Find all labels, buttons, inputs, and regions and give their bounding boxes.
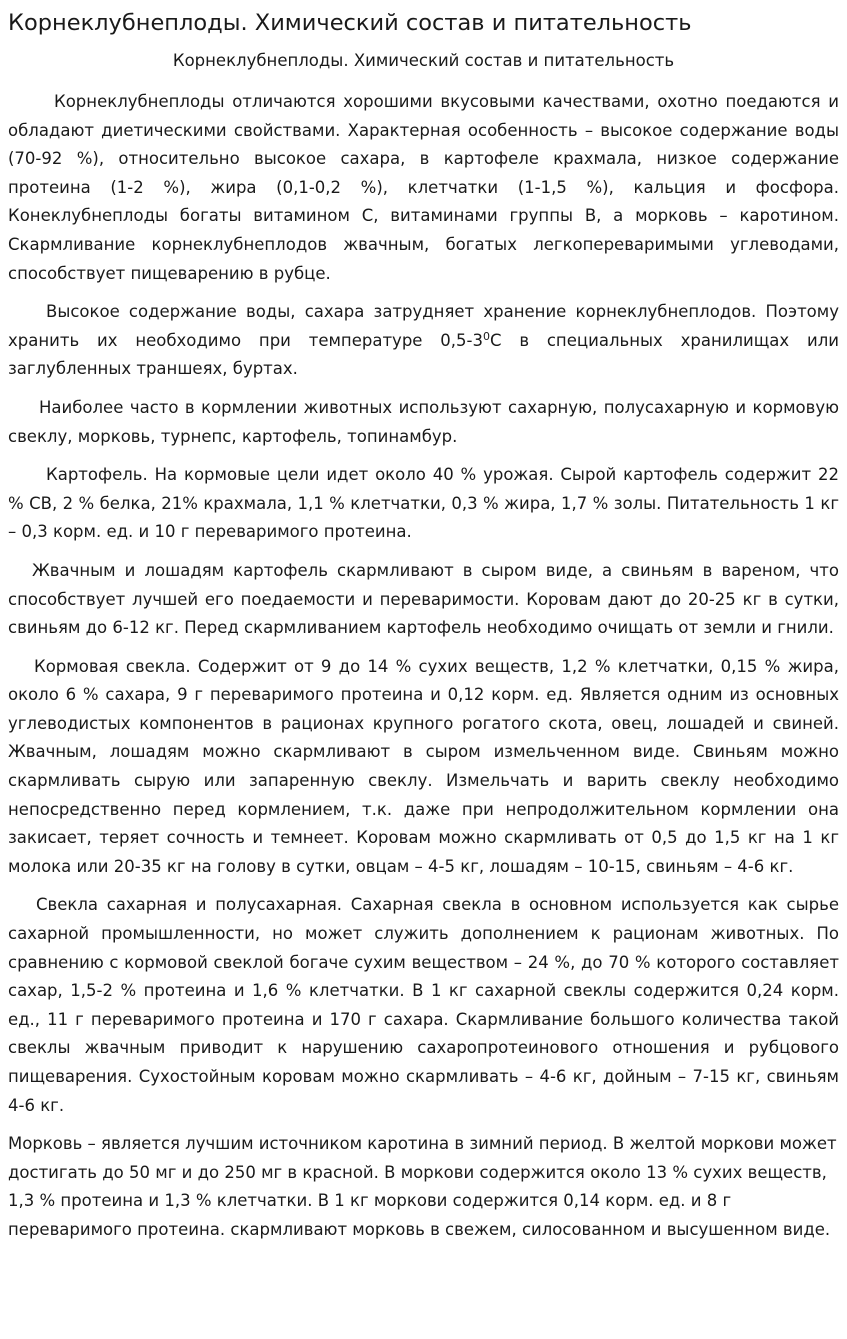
- paragraph-potato: Картофель. На кормовые цели идет около 40 % урожая. Сырой картофель содержит 22 % СВ, 2 % белка, 21% крахмала, 1,1 % клетчатки, 0,3 % жира, 1,7 % золы. Питательность 1 кг – 0,3 корм. ед. и 10 г переваримого протеина.: [8, 465, 839, 542]
- paragraph-intro: Корнеклубнеплоды отличаются хорошими вкусовыми качествами, охотно поедаются и обладают диетическими свойствами. Характерная особенность – высокое содержание воды (70-92 %), относительно высокое сахара, в картофеле крахмала, низкое содержание протеина (1-2 %), жира (0,1-0,2 %), клетчатки (1-1,5 %), кальция и фосфора. Конеклубнеплоды богаты витамином С, витаминами группы В, а морковь – каротином. Скармливание корнеклубнеплодов жвачным, богатых легкопереваримыми углеводами, способствует пищеварению в рубце.: [8, 92, 839, 283]
- paragraph-fodder-beet: Кормовая свекла. Содержит от 9 до 14 % сухих веществ, 1,2 % клетчатки, 0,15 % жира, около 6 % сахара, 9 г переваримого протеина и 0,12 корм. ед. Является одним из основных углеводистых компонентов в рационах крупного рогатого скота, овец, лошадей и свиней. Жвачным, лошадям можно скармливают в сыром измельченном виде. Свиньям можно скармливать сырую или запаренную свеклу. Измельчать и варить свеклу необходимо непосредственно перед кормлением, т.к. даже при непродолжительном кормлении она закисает, теряет сочность и темнеет. Коровам можно скармливать от 0,5 до 1,5 кг на 1 кг молока или 20-35 кг на голову в сутки, овцам – 4-5 кг, лошадям – 10-15, свиньям – 4-6 кг.: [8, 656, 839, 876]
- paragraph-sugar-beet: Свекла сахарная и полусахарная. Сахарная свекла в основном используется как сырье сахарной промышленности, но может служить дополнением к рационам животных. По сравнению с кормовой свеклой богаче сухим веществом – 24 %, до 70 % которого составляет сахар, 1,5-2 % протеина и 1,6 % клетчатки. В 1 кг сахарной свеклы содержится 0,24 корм. ед., 11 г переваримого протеина и 170 г сахара. Скармливание большого количества такой свеклы жвачным приводит к нарушению сахаропротеинового отношения и рубцового пищеварения. Сухостойным коровам можно скармливать – 4-6 кг, дойным – 7-15 кг, свиньям 4-6 кг.: [8, 895, 839, 1115]
- paragraph-potato-feeding: Жвачным и лошадям картофель скармливают в сыром виде, а свиньям в вареном, что способствует лучшей его поедаемости и переваримости. Коровам дают до 20-25 кг в сутки, свиньям до 6-12 кг. Перед скармливанием картофель необходимо очищать от земли и гнили.: [8, 560, 839, 638]
- storage-text-end: С в специальных хранилищах или заглубленных траншеях, буртах.: [8, 330, 839, 379]
- article-subtitle: Корнеклубнеплоды. Химический состав и питательность: [172, 51, 675, 70]
- paragraph-carrot: Морковь – является лучшим источником каротина в зимний период. В желтой моркови может достигать до 50 мг и до 250 мг в красной. В моркови содержится около 13 % сухих веществ, 1,3 % протеина и 1,3 % клетчатки. В 1 кг моркови содержится 0,14 корм. ед. и 8 г переваримого протеина. скармливают морковь в свежем, силосованном и высушенном виде.: [8, 1134, 837, 1239]
- page-title: Корнеклубнеплоды. Химический состав и питательность: [8, 10, 692, 36]
- paragraph-storage: [8, 298, 839, 384]
- storage-text-start: Высокое содержание воды, сахара затрудняет хранение корнеклубнеплодов. Поэтому хранить их необходимо при температуре 0,5-3: [8, 302, 839, 350]
- paragraph-common-feeds: Наиболее часто в кормлении животных используют сахарную, полусахарную и кормовую свеклу, морковь, турнепс, картофель, топинамбур.: [8, 397, 839, 446]
- degree-superscript: 0: [482, 329, 490, 343]
